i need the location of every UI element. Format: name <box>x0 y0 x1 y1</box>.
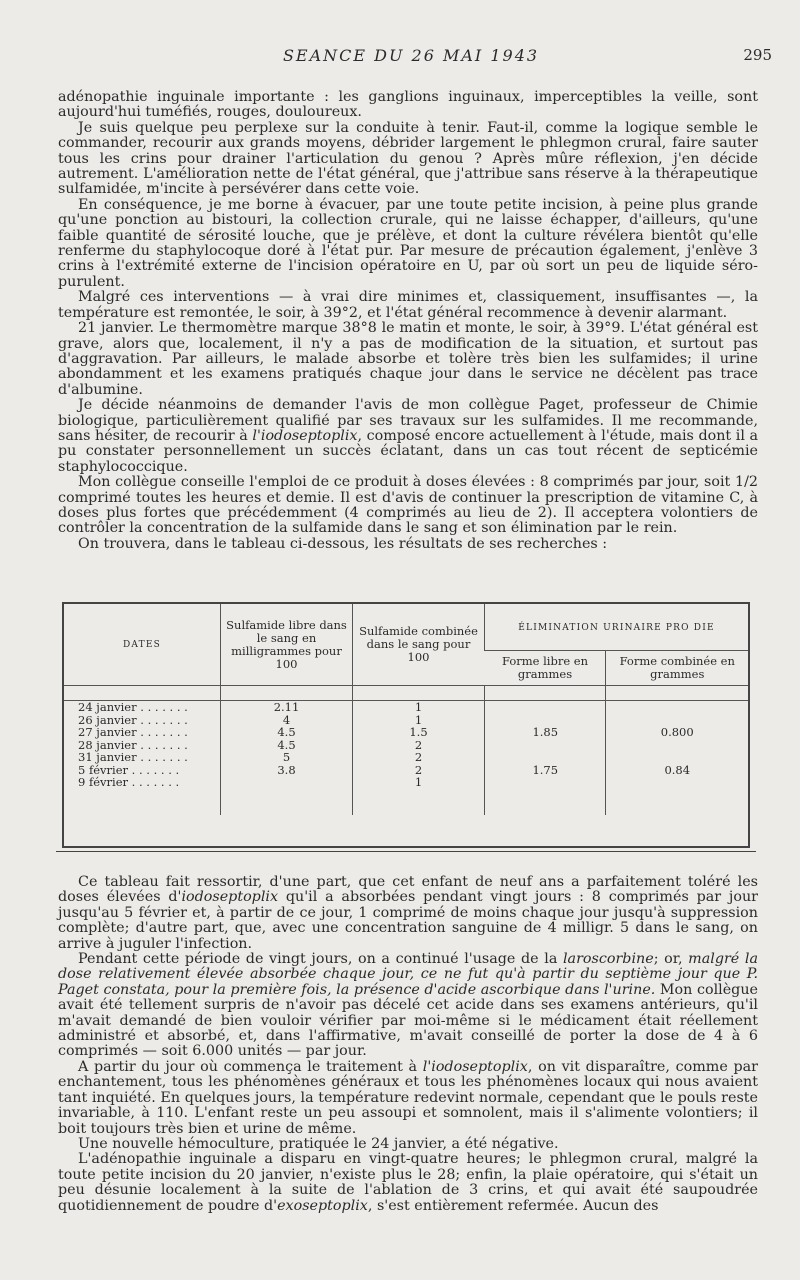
col-libre: Sulfamide libre dans le sang en milligrammes pour 100 <box>221 604 353 686</box>
table-row: 26 janvier . . . 4 1 <box>64 714 748 727</box>
drug-name: laroscorbine <box>562 951 654 968</box>
paragraph: adénopathie inguinale importante : les ganglions inguinaux, imperceptibles la veille, sont aujourd'hui tuméfiés, rouges, douloureux. <box>58 89 758 121</box>
text-block-top <box>58 90 758 552</box>
paragraph <box>58 398 758 475</box>
table-header-row <box>64 604 748 651</box>
table-row: 9 février . . . 1 <box>64 776 748 789</box>
paragraph: Une nouvelle hémoculture, pratiquée le 24 janvier, a été négative. <box>78 1135 559 1152</box>
text-run: Je décide néanmoins de demander l'avis de mon collègue Paget, professeur de Chimie biologique, particulièrement qualifié par ses travaux sur les sulfamides. Il me recommande, sans hésiter, de recourir à <box>58 397 758 444</box>
col-forme-combinee: Forme combinée en grammes <box>606 651 748 686</box>
table-row: 5 février . . . 3.8 2 1.75 0.84 <box>64 764 748 777</box>
paragraph: L'adénopathie inguinale a disparu en vingt-quatre heures; le phlegmon crural, malgré la toute petite incision du 20 janvier, n'existe plus le 28; enfin, la plaie opératoire, qui s'était un peu désunie localement à la suite de l'ablation de 3 crins, et qui avait été saupoudrée quotidiennement de poudre d'exoseptoplix, s'est entièrement refermée. Aucun des <box>58 1151 758 1214</box>
col-elimination: ÉLIMINATION URINAIRE PRO DIE <box>485 604 749 651</box>
paragraph: 21 janvier. Le thermomètre marque 38°8 le matin et monte, le soir, à 39°9. L'état général est grave, alors que, localement, il n'y a pas de modification de la situation, et surtout pas d'aggravation. Par ailleurs, le malade absorbe et tolère très bien les sulfamides; il urine abondamment et les examens pratiqués chaque jour dans le service ne décèlent pas trace d'albumine. <box>58 320 758 398</box>
paragraph: En conséquence, je me borne à évacuer, par une toute petite incision, à peine plus grande qu'une ponction au bistouri, la collection crurale, qui ne laisse échapper, d'ailleurs, qu'une faible quantité de sérosité louche, que je prélève, et dont la culture révélera bientôt qu'elle renferme du staphylocoque doré à l'état pur. Par mesure de précaution également, j'enlève 3 crins à l'extrémité externe de l'incision opératoire en U, par où sort un peu de liquide séro-purulent. <box>58 196 758 290</box>
text-block-bottom <box>58 875 758 1214</box>
results-table <box>62 602 750 848</box>
paragraph: Je suis quelque peu perplexe sur la conduite à tenir. Faut-il, comme la logique semble le commander, recourir aux grands moyens, débrider largement le phlegmon crural, faire sauter tous les crins pour drainer l'articulation du genou ? Après mûre réflexion, j'en décide autrement. L'amélioration nette de l'état général, que j'attribue sans réserve à la thérapeutique sulfamidée, m'incite à persévérer dans cette voie. <box>58 119 758 198</box>
paragraph: Malgré ces interventions — à vrai dire minimes et, classiquement, insuffisantes —, la température est remontée, le soir, à 39°2, et l'état général recommence à devenir alarmant. <box>58 289 758 321</box>
paragraph: A partir du jour où commença le traitement à l'iodoseptoplix, on vit disparaître, comme par enchantement, tous les phénomènes généraux et tous les phénomènes locaux qui nous avaient tant inquiété. En quelques jours, la température redevint normale, cependant que le pouls reste invariable, à 110. L'enfant reste un peu assoupi et somnolent, mais il s'alimente volontiers; il boit toujours très bien et urine de même. <box>58 1058 758 1137</box>
table-row: 28 janvier . . . 4.5 2 <box>64 739 748 752</box>
table-row: 31 janvier . . . 5 2 <box>64 751 748 764</box>
col-combinee: Sulfamide combinée dans le sang pour 100 <box>353 604 485 686</box>
table-row: 24 janvier . . . 2.11 1 <box>64 701 748 714</box>
drug-name: l'iodoseptoplix <box>252 427 358 444</box>
italic-passage: malgré la dose relativement élevée absorbée chaque jour, ce ne fut qu'à partir du septième jour que P. Paget constata, pour la première fois, la présence d'acide ascorbique dans l'urine. <box>58 951 758 998</box>
running-header <box>50 46 772 68</box>
paragraph: Ce tableau fait ressortir, d'une part, que cet enfant de neuf ans a parfaitement toléré les doses élevées d'iodoseptoplix qu'il a absorbées pendant vingt jours : 8 comprimés par jour jusqu'au 5 février et, à partir de ce jour, 1 comprimé de moins chaque jour jusqu'à suppression complète; d'autre part, que, avec une concentration sanguine de 4 milligr. 5 dans le sang, on arrive à juguler l'infection. <box>58 874 758 952</box>
paragraph: On trouvera, dans le tableau ci-dessous, les résultats de ses recherches : <box>78 535 608 552</box>
drug-name: l'iodoseptoplix <box>422 1058 528 1075</box>
table-row: 27 janvier . . . 4.5 1.5 1.85 0.800 <box>64 726 748 739</box>
text-run: , composé encore actuellement à l'étude, mais dont il a pu constater personnellement un succès éclatant, dans un cas tout récent de septicémie staphylococcique. <box>58 427 758 475</box>
paragraph: Pendant cette période de vingt jours, on a continué l'usage de la laroscorbine; or, malgré la dose relativement élevée absorbée chaque jour, ce ne fut qu'à partir du septième jour que P. Paget constata, pour la première fois, la présence d'acide ascorbique dans l'urine. Mon collègue avait été tellement surpris de n'avoir pas décelé cet acide dans ses examens antérieurs, qu'il m'avait demandé de bien vouloir vérifier par moi-même si le médicament était réellement administré et absorbé, et, dans l'affirmative, m'avait conseillé de porter la dose de 4 à 6 comprimés — soit 6.000 unités — par jour. <box>58 951 758 1060</box>
drug-name: iodoseptoplix <box>181 889 279 906</box>
drug-name: exoseptoplix <box>277 1197 368 1214</box>
running-title: SEANCE DU 26 MAI 1943 <box>282 46 540 65</box>
col-forme-libre: Forme libre en grammes <box>485 651 606 686</box>
col-dates: DATES <box>64 604 221 686</box>
paragraph: Mon collègue conseille l'emploi de ce produit à doses élevées : 8 comprimés par jour, soit 1/2 comprimé toutes les heures et demie. Il est d'avis de continuer la prescription de vitamine C, à doses plus fortes que précédemment (4 comprimés au lieu de 2). Il acceptera volontiers de contrôler la concentration de la sulfamide dans le sang et son élimination par le rein. <box>58 474 758 537</box>
page-number: 295 <box>743 46 772 64</box>
